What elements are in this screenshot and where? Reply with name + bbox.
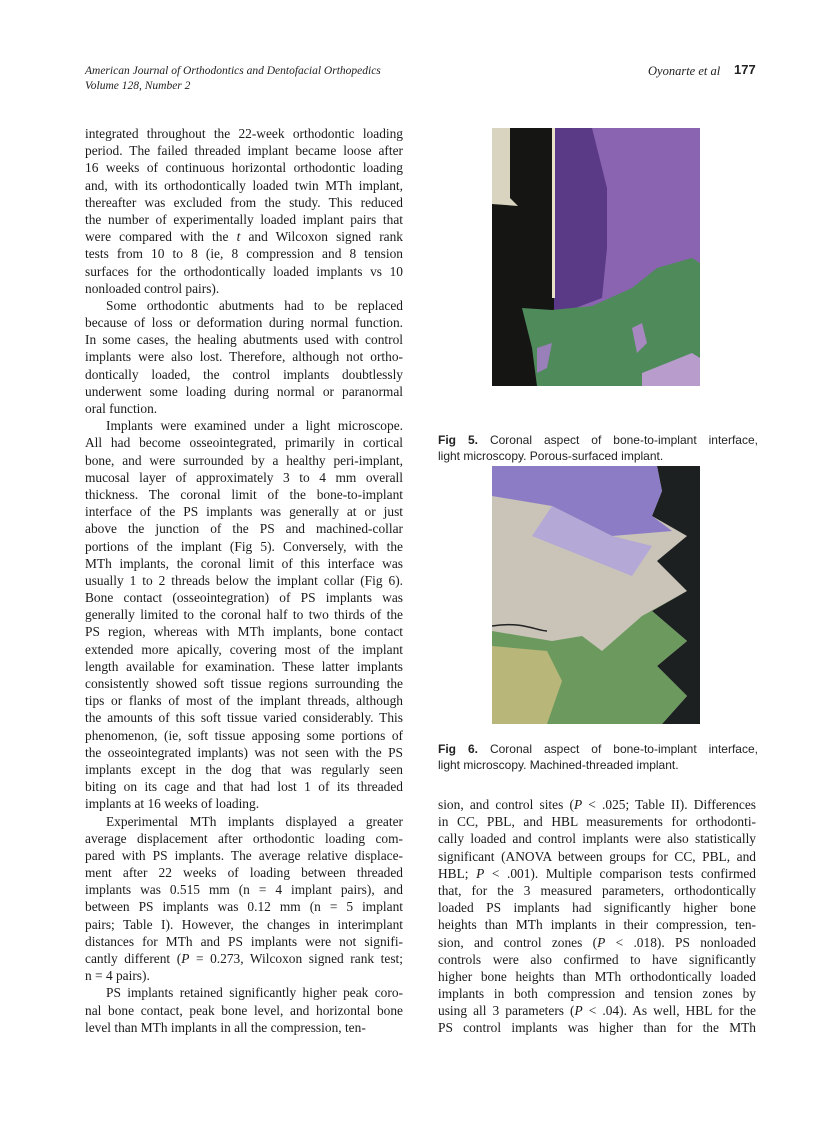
journal-volume: Volume 128, Number 2	[85, 80, 191, 92]
text-line: pairs; Table I). However, the changes in interimplant	[85, 916, 403, 932]
text-line: controls were also confirmed to have significantly	[438, 951, 756, 967]
figure-5-micrograph	[492, 128, 700, 386]
text-line: that, for the 3 measured parameters, orthodontically	[438, 882, 756, 898]
text-line: sion, and control sites (P < .025; Table II). Differences	[438, 797, 756, 812]
text-line: significant (ANOVA between groups for CC, PBL, and	[438, 848, 756, 864]
caption-line: light microscopy. Porous-surfaced implant.	[438, 449, 664, 463]
text-line: Experimental MTh implants displayed a greater	[106, 813, 403, 829]
text-line: integrated throughout the 22-week orthodontic loading	[85, 126, 403, 141]
text-line: mucosal layer of approximately 3 to 4 mm overall	[85, 469, 403, 485]
text-line: interface of the PS implants was generally at or just	[85, 504, 403, 520]
text-line: period. The failed threaded implant became loose after	[85, 143, 403, 159]
text-line: In some cases, the healing abutments used with control	[85, 332, 403, 348]
text-line: oral function.	[85, 401, 158, 416]
text-line: the number of experimentally loaded implant pairs that	[85, 211, 403, 227]
text-line: distances for MTh and PS implants were not signifi-	[85, 933, 403, 949]
figure-6-micrograph	[492, 466, 700, 724]
caption-line: Coronal aspect of bone-to-implant interface,	[489, 742, 758, 756]
text-line: dontically loaded, the control implants doubtlessly	[85, 366, 403, 382]
text-line: generally limited to the coronal half to two thirds of the	[85, 607, 403, 623]
text-line: ment after 22 weeks of loading between threaded	[85, 865, 403, 881]
text-line: because of loss or deformation during normal function.	[85, 315, 403, 331]
text-line: nonloaded control pairs).	[85, 280, 220, 296]
text-line: thereafter was excluded from the study. This reduced	[85, 194, 403, 210]
text-line: the amounts of this soft tissue varied considerably. This	[85, 710, 403, 726]
left-text-column	[85, 125, 403, 1036]
text-line: PS implants retained significantly higher peak coro-	[106, 985, 403, 1001]
caption-line: Coronal aspect of bone-to-implant interface,	[489, 433, 758, 447]
journal-name: American Journal of Orthodontics and Dentofacial Orthopedics	[85, 65, 381, 77]
text-line: were compared with the t and Wilcoxon signed rank	[85, 229, 403, 245]
paragraph	[438, 796, 756, 1037]
text-line: length available for examination. These latter implants	[85, 658, 403, 674]
text-line: loaded PS implants had significantly higher bone	[438, 900, 756, 916]
running-header	[85, 64, 381, 94]
text-line: phenomenon, (ie, soft tissue apposing some portions of	[85, 727, 403, 743]
text-line: implants except in the dog that was regularly seen	[85, 761, 403, 777]
text-line: Some orthodontic abutments had to be replaced	[106, 297, 403, 313]
running-authors: Oyonarte et al	[648, 64, 721, 78]
text-line: and, with its orthodontically loaded twin MTh implant,	[85, 177, 403, 193]
figure-6-caption	[438, 741, 758, 773]
text-line: Implants were examined under a light microscope.	[106, 418, 403, 434]
text-line: nal bone contact, peak bone level, and horizontal bone	[85, 1002, 403, 1018]
text-line: the osseointegrated implants) was not seen with the PS	[85, 744, 403, 760]
text-line: implants were also lost. Therefore, although not ortho-	[85, 349, 403, 365]
page-number: 177	[734, 62, 756, 77]
text-line: extended more apically, covering most of the implant	[85, 641, 403, 657]
figure-5-caption	[438, 432, 758, 464]
text-line: HBL; P < .001). Multiple comparison tests confirmed	[438, 865, 756, 881]
right-text-column	[438, 796, 756, 1037]
text-line: cally loaded and control implants were also statistically	[438, 831, 756, 847]
text-line: usually 1 to 2 threads below the implant collar (Fig 6).	[85, 572, 403, 588]
text-line: n = 4 pairs).	[85, 968, 150, 984]
text-line: PS region, whereas with MTh implants, bone contact	[85, 624, 403, 640]
text-line: implants in both compression and tension zones by	[438, 986, 756, 1002]
paragraph	[85, 417, 403, 812]
text-line: MTh implants, the coronal limit of this interface was	[85, 555, 403, 571]
text-line: higher bone heights than MTh orthodontically loaded	[438, 968, 756, 984]
text-line: tests from 10 to 8 (ie, 8 compression and 8 tension	[85, 246, 403, 262]
text-line: PS control implants was higher than for the MTh	[438, 1020, 756, 1036]
text-line: tips or flanks of most of the implant threads, although	[85, 693, 403, 709]
text-line: between PS implants was 0.12 mm (n = 5 implant	[85, 899, 403, 915]
text-line: implants was 0.515 mm (n = 4 implant pairs), and	[85, 882, 403, 898]
text-line: consistently showed soft tissue regions surrounding the	[85, 676, 403, 691]
paragraph	[85, 297, 403, 417]
text-line: implants at 16 weeks of loading.	[85, 796, 260, 812]
figure-6-label: Fig 6.	[438, 742, 478, 756]
figure-5-label: Fig 5.	[438, 433, 478, 447]
text-line: All had become osseointegrated, primarily in cortical	[85, 435, 403, 451]
caption-line: light microscopy. Machined-threaded implant.	[438, 758, 679, 772]
text-line: average displacement after orthodontic loading com-	[85, 830, 403, 846]
paragraph	[85, 125, 403, 297]
text-line: cantly different (P = 0.273, Wilcoxon signed rank test;	[85, 951, 403, 966]
text-line: biting on its cage and that had lost 1 of its threaded	[85, 779, 403, 795]
text-line: level than MTh implants in all the compression, ten-	[85, 1019, 366, 1035]
text-line: thickness. The coronal limit of the bone-to-implant	[85, 486, 403, 502]
text-line: in CC, PBL, and HBL measurements for orthodonti-	[438, 814, 756, 830]
text-line: heights than MTh implants in their compression, ten-	[438, 917, 756, 933]
text-line: above the junction of the PS and machined-collar	[85, 521, 403, 537]
paragraph	[85, 813, 403, 985]
text-line: portions of the implant (Fig 5). Conversely, with the	[85, 538, 403, 554]
text-line: underwent some loading during normal or paranormal	[85, 383, 403, 399]
text-line: bone, and were surrounded by a healthy peri-implant,	[85, 452, 403, 468]
text-line: 16 weeks of continuous horizontal orthodontic loading	[85, 160, 403, 176]
text-line: surfaces for the orthodontically loaded implants vs 10	[85, 263, 403, 279]
text-line: using all 3 parameters (P < .04). As well, HBL for the	[438, 1003, 756, 1019]
text-line: pared with PS implants. The average relative displace-	[85, 847, 403, 863]
text-line: Bone contact (osseointegration) of PS implants was	[85, 590, 403, 606]
paragraph	[85, 984, 403, 1036]
text-line: sion, and control zones (P < .018). PS nonloaded	[438, 934, 756, 950]
